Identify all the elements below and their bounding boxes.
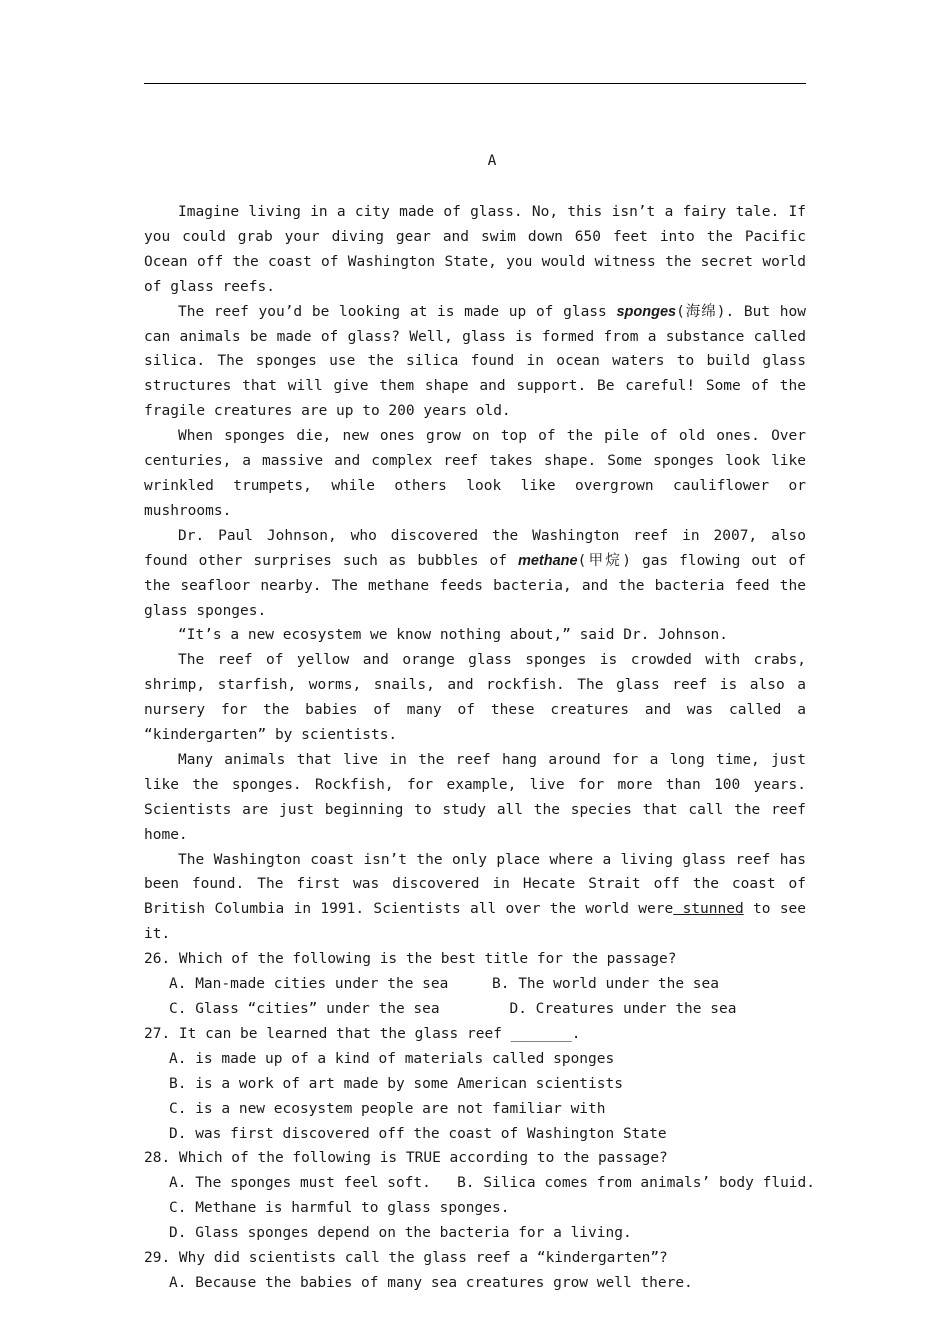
question-28-stem: 28. Which of the following is TRUE according to the passage?	[144, 1150, 668, 1167]
question-26-options-ab: A. Man-made cities under the sea B. The world under the sea	[169, 976, 719, 993]
paragraph-2-rest: . But how can animals be made of glass? Well, glass is formed from a substance called silica. The sponges use the silica found in ocean waters to build glass structures that will give them shape and support. Be careful! Some of the fragile creatures are up to 200 years old.	[144, 303, 806, 420]
document-page	[144, 0, 816, 1344]
question-28-option-d: D. Glass sponges depend on the bacteria for a living.	[169, 1225, 632, 1242]
term-methane-gloss: (甲烷)	[577, 552, 631, 569]
question-27-option-a: A. is made up of a kind of materials called sponges	[169, 1050, 615, 1067]
passage-paragraph-1: Imagine living in a city made of glass. No, this isn’t a fairy tale. If you could grab your diving gear and swim down 650 feet into the Pacific Ocean off the coast of Washington State, you would witness the secret world of glass reefs.	[144, 204, 806, 295]
passage-paragraph-6: The reef of yellow and orange glass sponges is crowded with crabs, shrimp, starfish, worms, snails, and rockfish. The glass reef is also a nursery for the babies of many of these creatures and was called a “kindergarten” by scientists.	[144, 652, 806, 744]
section-label: A	[487, 153, 497, 169]
question-27-stem: 27. It can be learned that the glass reef _______.	[144, 1025, 581, 1042]
reading-content	[144, 200, 816, 1296]
passage-paragraph-7: Many animals that live in the reef hang around for a long time, just like the sponges. Rockfish, for example, live for more than 100 years. Scientists are just beginning to study all the species that call the reef home.	[144, 751, 806, 843]
question-26-options-cd: C. Glass “cities” under the sea D. Creatures under the sea	[169, 1001, 737, 1017]
passage-paragraph-8	[144, 848, 806, 948]
question-28-options-ab: A. The sponges must feel soft. B. Silica comes from animals’ body fluid.	[169, 1175, 816, 1192]
question-29-stem: 29. Why did scientists call the glass reef a “kindergarten”?	[144, 1250, 668, 1267]
term-sponges-gloss: (海绵)	[676, 303, 726, 320]
passage-paragraph-4	[144, 524, 806, 624]
passage-paragraph-5: “It’s a new ecosystem we know nothing about,” said Dr. Johnson.	[178, 627, 728, 644]
paragraph-4-start: Dr. Paul Johnson, who discovered the Washington reef in 2007, also found other surprises such as bubbles of	[144, 527, 806, 569]
term-sponges: sponges	[616, 303, 677, 320]
term-methane: methane	[517, 552, 578, 569]
underlined-word-stunned: stunned	[673, 901, 744, 918]
question-27-option-d: D. was first discovered off the coast of Washington State	[169, 1125, 667, 1142]
question-27-option-b: B. is a work of art made by some American scientists	[169, 1075, 623, 1092]
paragraph-8-rest: to see it.	[144, 901, 807, 943]
question-26-stem: 26. Which of the following is the best title for the passage?	[144, 951, 677, 968]
question-29-option-a: A. Because the babies of many sea creatures grow well there.	[169, 1274, 693, 1291]
header-rule	[144, 83, 806, 84]
question-28-option-c: C. Methane is harmful to glass sponges.	[169, 1200, 510, 1217]
paragraph-8-start: The Washington coast isn’t the only place where a living glass reef has been found. The first was discovered in Hecate Strait off the coast of British Columbia in 1991. Scientists all over the world were	[144, 851, 806, 918]
question-27-option-c: C. is a new ecosystem people are not familiar with	[169, 1100, 606, 1117]
paragraph-4-rest: gas flowing out of the seafloor nearby. The methane feeds bacteria, and the bacteria feed the glass sponges.	[144, 552, 806, 619]
paragraph-2-start: The reef you’d be looking at is made up of glass	[178, 303, 617, 320]
passage-paragraph-3: When sponges die, new ones grow on top of the pile of old ones. Over centuries, a massive and complex reef takes shape. Some sponges look like wrinkled trumpets, while others look like overgrown cauliflower or mushrooms.	[144, 428, 806, 519]
passage-paragraph-2	[144, 300, 806, 425]
